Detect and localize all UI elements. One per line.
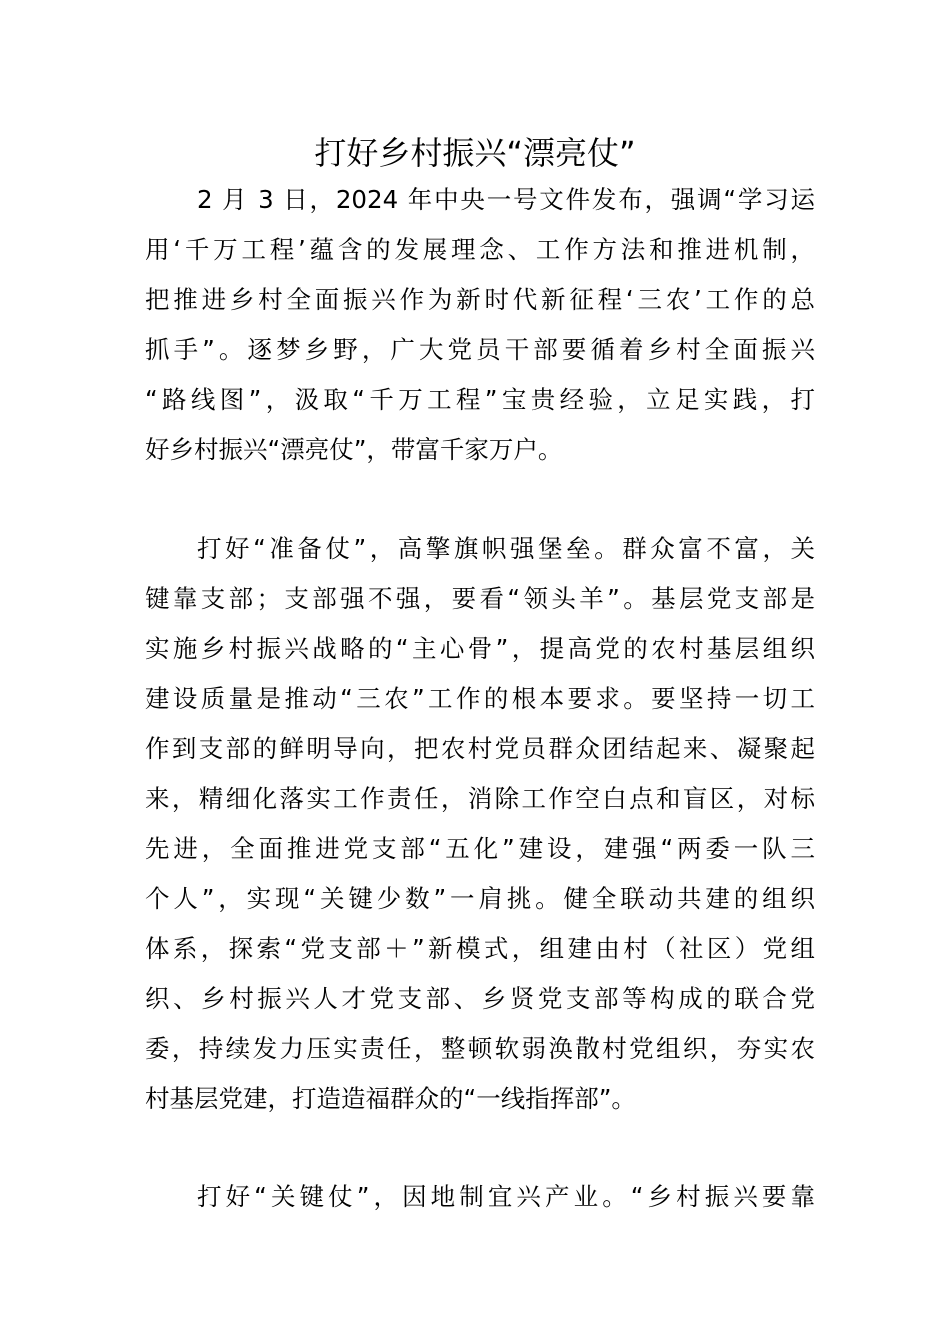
paragraph-1: [145, 175, 815, 475]
paragraph-line: 来，精细化落实工作责任，消除工作空白点和盲区，对标: [145, 784, 815, 813]
paragraph-line: 把推进乡村全面振兴作为新时代新征程‘三农’工作的总: [145, 285, 815, 314]
paragraph-line: 委，持续发力压实责任，整顿软弱涣散村党组织，夯实农: [145, 1034, 815, 1063]
paragraph-line: 体系，探索“党支部＋”新模式，组建由村（社区）党组: [145, 934, 815, 963]
paragraph-line: 用‘千万工程’蕴含的发展理念、工作方法和推进机制，: [145, 235, 815, 264]
paragraph-line: 实施乡村振兴战略的“主心骨”，提高党的农村基层组织: [145, 634, 815, 663]
paragraph-2: [145, 524, 815, 1124]
paragraph-line: 2 月 3 日，2024 年中央一号文件发布，强调“学习运: [197, 185, 815, 214]
document-title: 打好乡村振兴“漂亮仗”: [314, 134, 636, 172]
paragraph-line: 好乡村振兴“漂亮仗”，带富千家万户。: [145, 435, 563, 464]
paragraph-3: [145, 1172, 815, 1222]
paragraph-line: 打好“准备仗”，高擎旗帜强堡垒。群众富不富，关: [197, 534, 815, 563]
paragraph-line: 抓手”。逐梦乡野，广大党员干部要循着乡村全面振兴: [145, 335, 815, 364]
paragraph-line: 作到支部的鲜明导向，把农村党员群众团结起来、凝聚起: [145, 734, 815, 763]
paragraph-line: 个人”，实现“关键少数”一肩挑。健全联动共建的组织: [145, 884, 815, 913]
paragraph-line: 打好“关键仗”，因地制宜兴产业。“乡村振兴要靠: [197, 1182, 815, 1211]
paragraph-line: 村基层党建，打造造福群众的“一线指挥部”。: [145, 1084, 636, 1113]
paragraph-line: 键靠支部；支部强不强，要看“领头羊”。基层党支部是: [145, 584, 815, 613]
paragraph-line: “路线图”，汲取“千万工程”宝贵经验，立足实践，打: [145, 385, 815, 414]
paragraph-line: 建设质量是推动“三农”工作的根本要求。要坚持一切工: [145, 684, 815, 713]
paragraph-line: 先进，全面推进党支部“五化”建设，建强“两委一队三: [145, 834, 815, 863]
paragraph-line: 织、乡村振兴人才党支部、乡贤党支部等构成的联合党: [145, 984, 815, 1013]
